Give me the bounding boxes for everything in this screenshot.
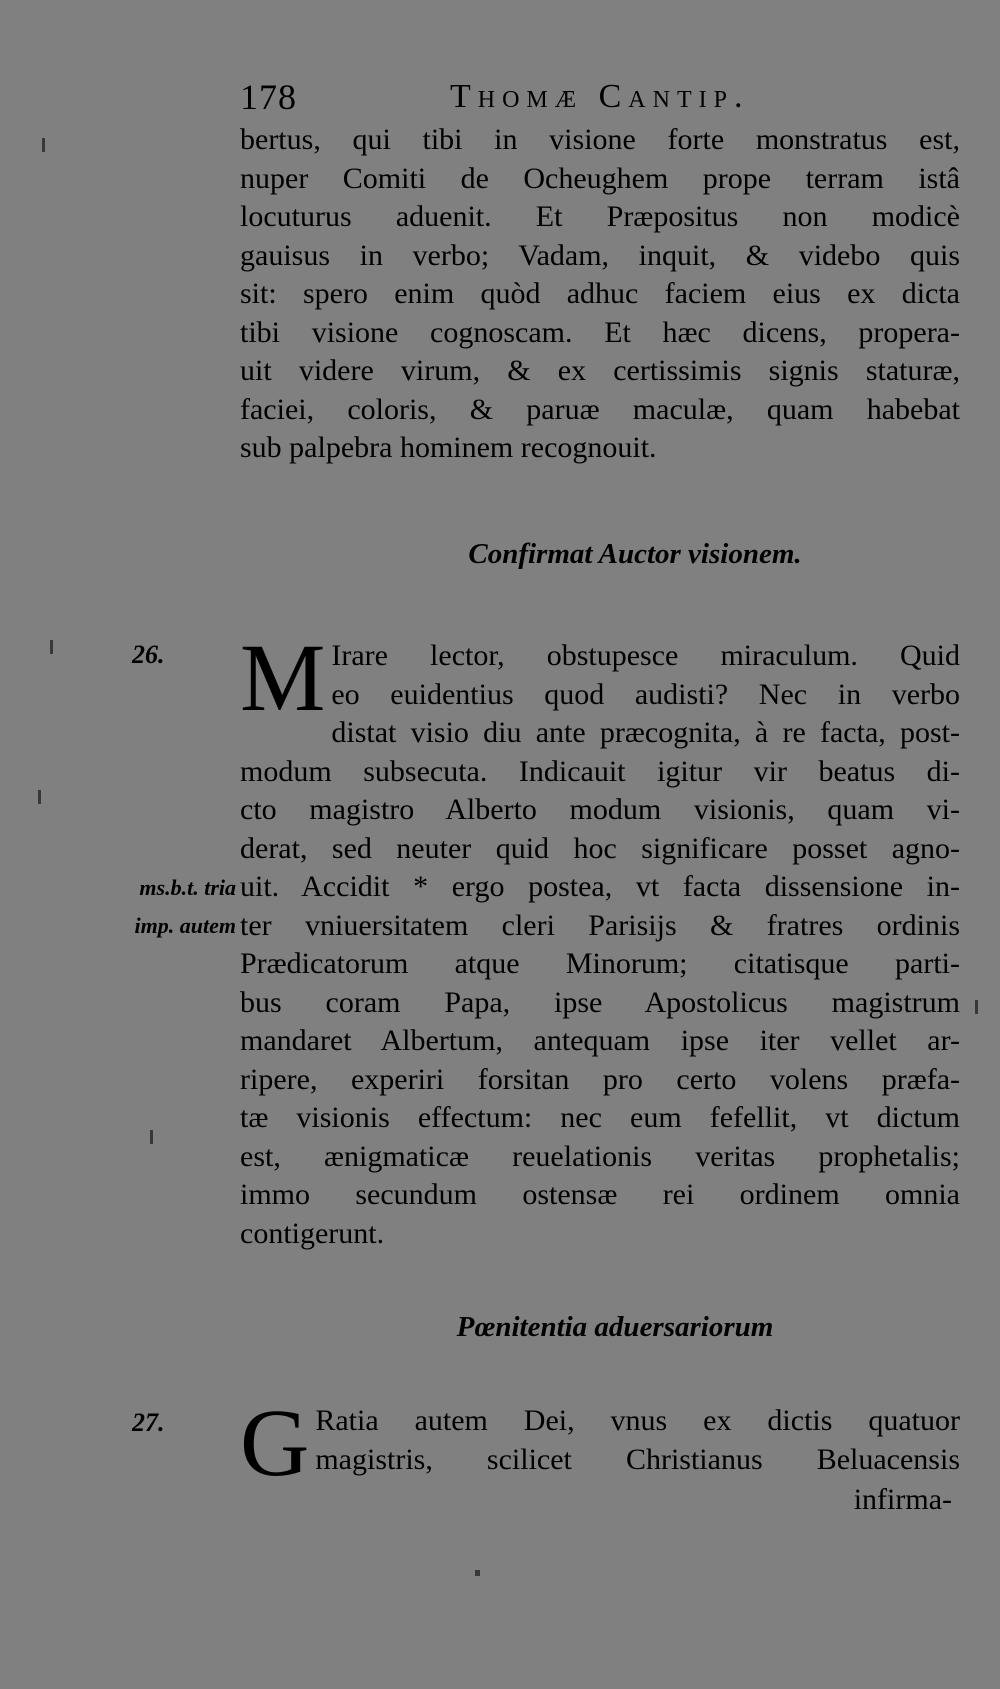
text-line: cto magistro Alberto modum visionis, quam vi-: [240, 793, 960, 826]
text-line: sub palpebra hominem recognouit.: [240, 431, 657, 464]
drop-cap: M: [240, 624, 326, 731]
text-line: modum subsecuta. Indicauit igitur vir beatus di-: [240, 754, 960, 788]
running-head-title: Thomæ Cantip.: [450, 78, 750, 115]
text-line: uit videre virum, & ex certissimis signis staturæ,: [240, 354, 960, 387]
scan-speck: [975, 1000, 978, 1014]
text-line: tibi visione cognoscam. Et hæc dicens, propera-: [240, 315, 960, 349]
section-heading: Pœnitentia aduersariorum: [456, 1311, 774, 1343]
scan-speck: [475, 1570, 480, 1576]
scan-speck: [50, 640, 53, 654]
paragraph-27: [240, 1389, 960, 1496]
running-header: [240, 76, 960, 126]
text-line: ripere, experiri forsitan pro certo volens præfa-: [240, 1062, 960, 1096]
text-line: ter vniuersitatem cleri Parisijs & fratres ordinis: [240, 908, 960, 942]
text-line: est, ænigmaticæ reuelationis veritas prophetalis;: [240, 1139, 960, 1173]
text-line: gauisus in verbo; Vadam, inquit, & videbo quis: [240, 238, 960, 272]
text-line: immo secundum ostensæ rei ordinem omnia: [240, 1178, 960, 1211]
catchword: infirma-: [853, 1483, 952, 1516]
section-heading: Confirmat Auctor visionem.: [468, 538, 802, 570]
text-line: nuper Comiti de Ocheughem prope terram istâ: [240, 161, 960, 195]
drop-cap: G: [240, 1389, 310, 1496]
scan-speck: [150, 1130, 153, 1144]
paragraph-number: 27.: [132, 1408, 165, 1437]
margin-note: imp. autem: [134, 913, 236, 938]
text-line: Ratia autem Dei, vnus ex dictis quatuor: [315, 1404, 960, 1437]
text-line: Prædicatorum atque Minorum; citatisque parti-: [240, 947, 960, 980]
text-line: derat, sed neuter quid hoc significare posset agno-: [240, 831, 960, 865]
page-number: 178: [240, 77, 297, 117]
text-line: magistris, scilicet Christianus Beluacensis: [315, 1442, 960, 1476]
scan-speck: [38, 790, 41, 804]
paragraph-number: 26.: [132, 640, 165, 669]
text-line: locuturus aduenit. Et Præpositus non modicè: [240, 200, 960, 233]
text-line: tæ visionis effectum: nec eum fefellit, vt dictum: [240, 1101, 960, 1134]
text-line: sit: spero enim quòd adhuc faciem eius ex dicta: [240, 277, 960, 310]
text-line: faciei, coloris, & paruæ maculæ, quam habebat: [240, 392, 960, 426]
text-line: mandaret Albertum, antequam ipse iter vellet ar-: [240, 1024, 960, 1057]
text-line: distat visio diu ante præcognita, à re facta, post-: [331, 716, 960, 749]
text-line: uit. Accidit * ergo postea, vt facta dissensione in-: [240, 870, 960, 903]
text-line: eo euidentius quod audisti? Nec in verbo: [331, 677, 960, 711]
text-line: Irare lector, obstupesce miraculum. Quid: [331, 639, 960, 672]
scan-speck: [42, 138, 45, 152]
text-block-continuation: [240, 121, 960, 468]
margin-note: ms.b.t. tria: [139, 875, 236, 900]
text-line: bus coram Papa, ipse Apostolicus magistrum: [240, 985, 960, 1019]
paragraph-26: [240, 624, 960, 1253]
text-line: contigerunt.: [240, 1216, 385, 1250]
text-line: bertus, qui tibi in visione forte monstratus est,: [240, 123, 960, 156]
